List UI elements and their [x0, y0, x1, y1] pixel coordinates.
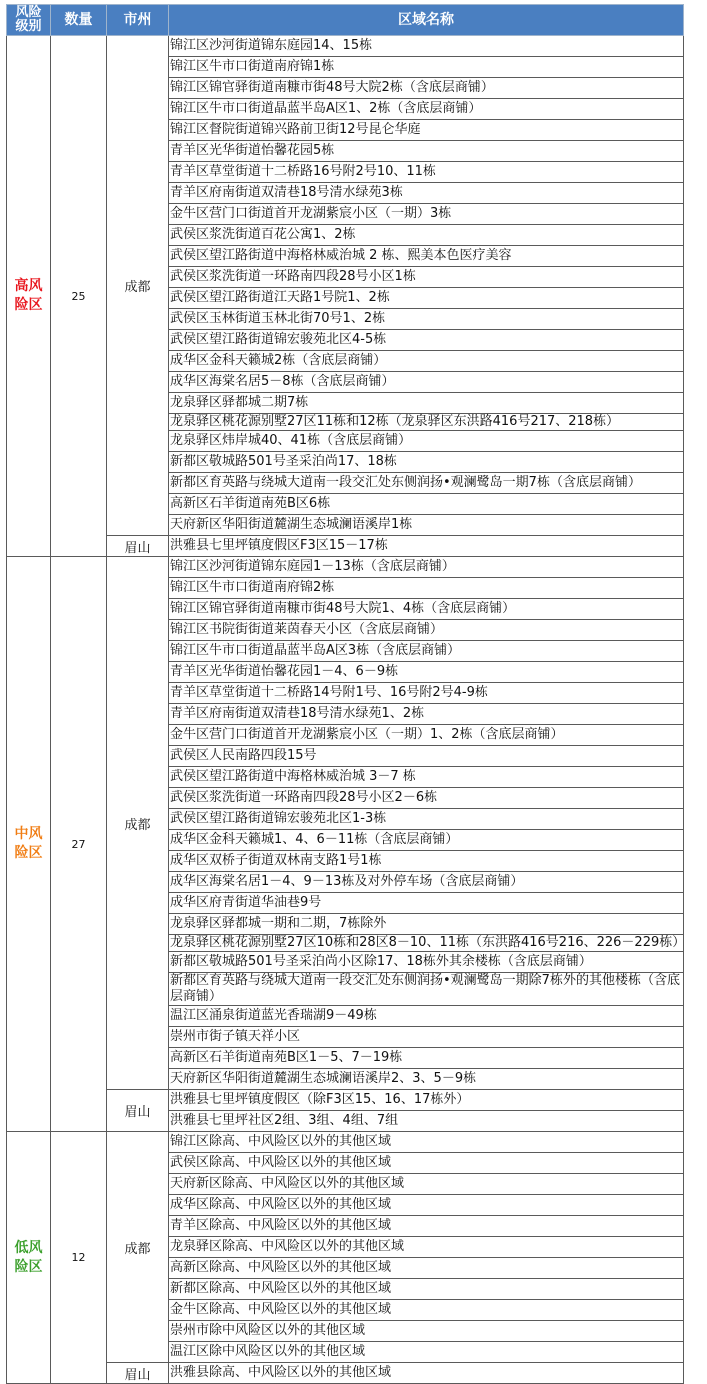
city-cell: 眉山	[107, 1363, 169, 1384]
header-city: 市州	[107, 5, 169, 36]
header-count: 数量	[51, 5, 107, 36]
area-name-cell: 青羊区除高、中风险区以外的其他区域	[169, 1216, 684, 1237]
area-name-cell: 锦江区锦官驿街道南糠市街48号大院1、4栋（含底层商铺）	[169, 599, 684, 620]
area-name-cell: 锦江区沙河街道锦东庭园14、15栋	[169, 36, 684, 57]
area-name-cell: 天府新区华阳街道麓湖生态城澜语溪岸2、3、5－9栋	[169, 1069, 684, 1090]
area-name-cell: 青羊区光华街道怡馨花园1－4、6－9栋	[169, 662, 684, 683]
table-header-row	[7, 5, 684, 36]
table-row	[7, 36, 684, 57]
header-risk-level-line: 风险	[15, 5, 42, 20]
area-name-cell: 成华区海棠名居1－4、9－13栋及对外停车场（含底层商铺）	[169, 872, 684, 893]
table-row	[7, 1363, 684, 1384]
area-name-cell: 龙泉驿区驿都城二期7栋	[169, 393, 684, 414]
area-name-cell: 武侯区人民南路四段15号	[169, 746, 684, 767]
area-name-cell: 武侯区玉林街道玉林北街70号1、2栋	[169, 309, 684, 330]
area-name-cell: 青羊区光华街道怡馨花园5栋	[169, 141, 684, 162]
area-name-cell: 武侯区望江路街道中海格林威治城 3－7 栋	[169, 767, 684, 788]
area-name-cell: 锦江区锦官驿街道南糠市街48号大院2栋（含底层商铺）	[169, 78, 684, 99]
area-name-cell: 青羊区草堂街道十二桥路16号附2号10、11栋	[169, 162, 684, 183]
area-name-cell: 洪雅县七里坪镇度假区F3区15－17栋	[169, 536, 684, 557]
area-name-cell: 锦江区督院街道锦兴路前卫街12号昆仑华庭	[169, 120, 684, 141]
city-cell: 成都	[107, 36, 169, 536]
header-risk-level	[7, 5, 51, 36]
area-name-cell: 武侯区浆洗街道一环路南四段28号小区1栋	[169, 267, 684, 288]
area-name-cell: 锦江区书院街街道莱茵春天小区（含底层商铺）	[169, 620, 684, 641]
area-name-cell: 武侯区浆洗街道一环路南四段28号小区2－6栋	[169, 788, 684, 809]
area-name-cell: 成华区海棠名居5－8栋（含底层商铺）	[169, 372, 684, 393]
area-name-cell: 武侯区浆洗街道百花公寓1、2栋	[169, 225, 684, 246]
risk-area-table-container	[6, 4, 684, 1384]
area-name-cell: 龙泉驿区除高、中风险区以外的其他区域	[169, 1237, 684, 1258]
area-name-cell: 成华区双桥子街道双林南支路1号1栋	[169, 851, 684, 872]
area-name-cell: 新都区育英路与绕城大道南一段交汇处东侧润扬•观澜鹭岛一期除7栋外的其他楼栋（含底层商铺）	[169, 973, 684, 1006]
area-name-cell: 新都区除高、中风险区以外的其他区域	[169, 1279, 684, 1300]
area-name-cell: 高新区石羊街道南苑B区1－5、7－19栋	[169, 1048, 684, 1069]
area-name-cell: 温江区涌泉街道蓝光香瑞湖9－49栋	[169, 1006, 684, 1027]
area-name-cell: 锦江区牛市口街道晶蓝半岛A区3栋（含底层商铺）	[169, 641, 684, 662]
area-name-cell: 锦江区牛市口街道南府锦1栋	[169, 57, 684, 78]
area-name-cell: 青羊区草堂街道十二桥路14号附1号、16号附2号4-9栋	[169, 683, 684, 704]
city-cell: 眉山	[107, 1090, 169, 1132]
header-risk-level-line: 级别	[15, 19, 42, 34]
area-name-cell: 高新区石羊街道南苑B区6栋	[169, 494, 684, 515]
risk-count-cell: 25	[51, 36, 107, 557]
area-name-cell: 高新区除高、中风险区以外的其他区域	[169, 1258, 684, 1279]
area-name-cell: 金牛区营门口街道首开龙湖紫宸小区（一期）1、2栋（含底层商铺）	[169, 725, 684, 746]
area-name-cell: 洪雅县除高、中风险区以外的其他区域	[169, 1363, 684, 1384]
city-cell: 成都	[107, 1132, 169, 1363]
risk-level-label: 低风	[14, 1239, 43, 1256]
area-name-cell: 天府新区除高、中风险区以外的其他区域	[169, 1174, 684, 1195]
area-name-cell: 新都区敬城路501号圣采泊尚小区除17、18栋外其余楼栋（含底层商铺）	[169, 952, 684, 973]
table-row	[7, 1090, 684, 1111]
area-name-cell: 洪雅县七里坪镇度假区（除F3区15、16、17栋外）	[169, 1090, 684, 1111]
header-area-name: 区域名称	[169, 5, 684, 36]
area-name-cell: 新都区育英路与绕城大道南一段交汇处东侧润扬•观澜鹭岛一期7栋（含底层商铺）	[169, 473, 684, 494]
area-name-cell: 青羊区府南街道双清巷18号清水绿苑1、2栋	[169, 704, 684, 725]
risk-level-cell	[7, 1132, 51, 1384]
area-name-cell: 金牛区除高、中风险区以外的其他区域	[169, 1300, 684, 1321]
city-cell: 眉山	[107, 536, 169, 557]
area-name-cell: 锦江区牛市口街道晶蓝半岛A区1、2栋（含底层商铺）	[169, 99, 684, 120]
area-name-cell: 成华区府青街道华油巷9号	[169, 893, 684, 914]
area-name-cell: 武侯区望江路街道锦宏骏苑北区4-5栋	[169, 330, 684, 351]
table-row	[7, 1132, 684, 1153]
area-name-cell: 成华区金科天籁城1、4、6－11栋（含底层商铺）	[169, 830, 684, 851]
area-name-cell: 天府新区华阳街道麓湖生态城澜语溪岸1栋	[169, 515, 684, 536]
area-name-cell: 武侯区除高、中风险区以外的其他区域	[169, 1153, 684, 1174]
area-name-cell: 洪雅县七里坪社区2组、3组、4组、7组	[169, 1111, 684, 1132]
risk-level-label: 险区	[14, 845, 43, 861]
area-name-cell: 武侯区望江路街道江天路1号院1、2栋	[169, 288, 684, 309]
area-name-cell: 锦江区除高、中风险区以外的其他区域	[169, 1132, 684, 1153]
risk-level-label: 中风	[14, 826, 43, 842]
area-name-cell: 武侯区望江路街道锦宏骏苑北区1-3栋	[169, 809, 684, 830]
area-name-cell: 成华区除高、中风险区以外的其他区域	[169, 1195, 684, 1216]
risk-level-cell	[7, 36, 51, 557]
city-cell: 成都	[107, 557, 169, 1090]
area-name-cell: 龙泉驿区炜岸城40、41栋（含底层商铺）	[169, 431, 684, 452]
area-name-cell: 锦江区沙河街道锦东庭园1－13栋（含底层商铺）	[169, 557, 684, 578]
area-name-cell: 武侯区望江路街道中海格林威治城 2 栋、熙美本色医疗美容	[169, 246, 684, 267]
area-name-cell: 龙泉驿区桃花源别墅27区11栋和12栋（龙泉驿区东洪路416号217、218栋）	[169, 414, 684, 431]
risk-level-label: 险区	[14, 297, 43, 313]
table-body	[7, 36, 684, 1384]
risk-level-label: 险区	[14, 1258, 43, 1275]
risk-level-cell	[7, 557, 51, 1132]
area-name-cell: 新都区敬城路501号圣采泊尚17、18栋	[169, 452, 684, 473]
risk-area-table	[6, 4, 684, 1384]
risk-level-label: 高风	[14, 278, 43, 294]
table-row	[7, 536, 684, 557]
area-name-cell: 崇州市除中风险区以外的其他区域	[169, 1321, 684, 1342]
area-name-cell: 温江区除中风险区以外的其他区域	[169, 1342, 684, 1363]
risk-count-cell: 12	[51, 1132, 107, 1384]
area-name-cell: 崇州市街子镇天祥小区	[169, 1027, 684, 1048]
table-row	[7, 557, 684, 578]
area-name-cell: 龙泉驿区桃花源别墅27区10栋和28区8－10、11栋（东洪路416号216、226－229栋）	[170, 935, 686, 950]
risk-count-cell: 27	[51, 557, 107, 1132]
area-name-cell: 金牛区营门口街道首开龙湖紫宸小区（一期）3栋	[169, 204, 684, 225]
area-name-cell: 龙泉驿区驿都城一期和二期，7栋除外	[169, 914, 684, 935]
area-name-cell: 成华区金科天籁城2栋（含底层商铺）	[169, 351, 684, 372]
area-name-cell: 青羊区府南街道双清巷18号清水绿苑3栋	[169, 183, 684, 204]
area-name-cell: 锦江区牛市口街道南府锦2栋	[169, 578, 684, 599]
